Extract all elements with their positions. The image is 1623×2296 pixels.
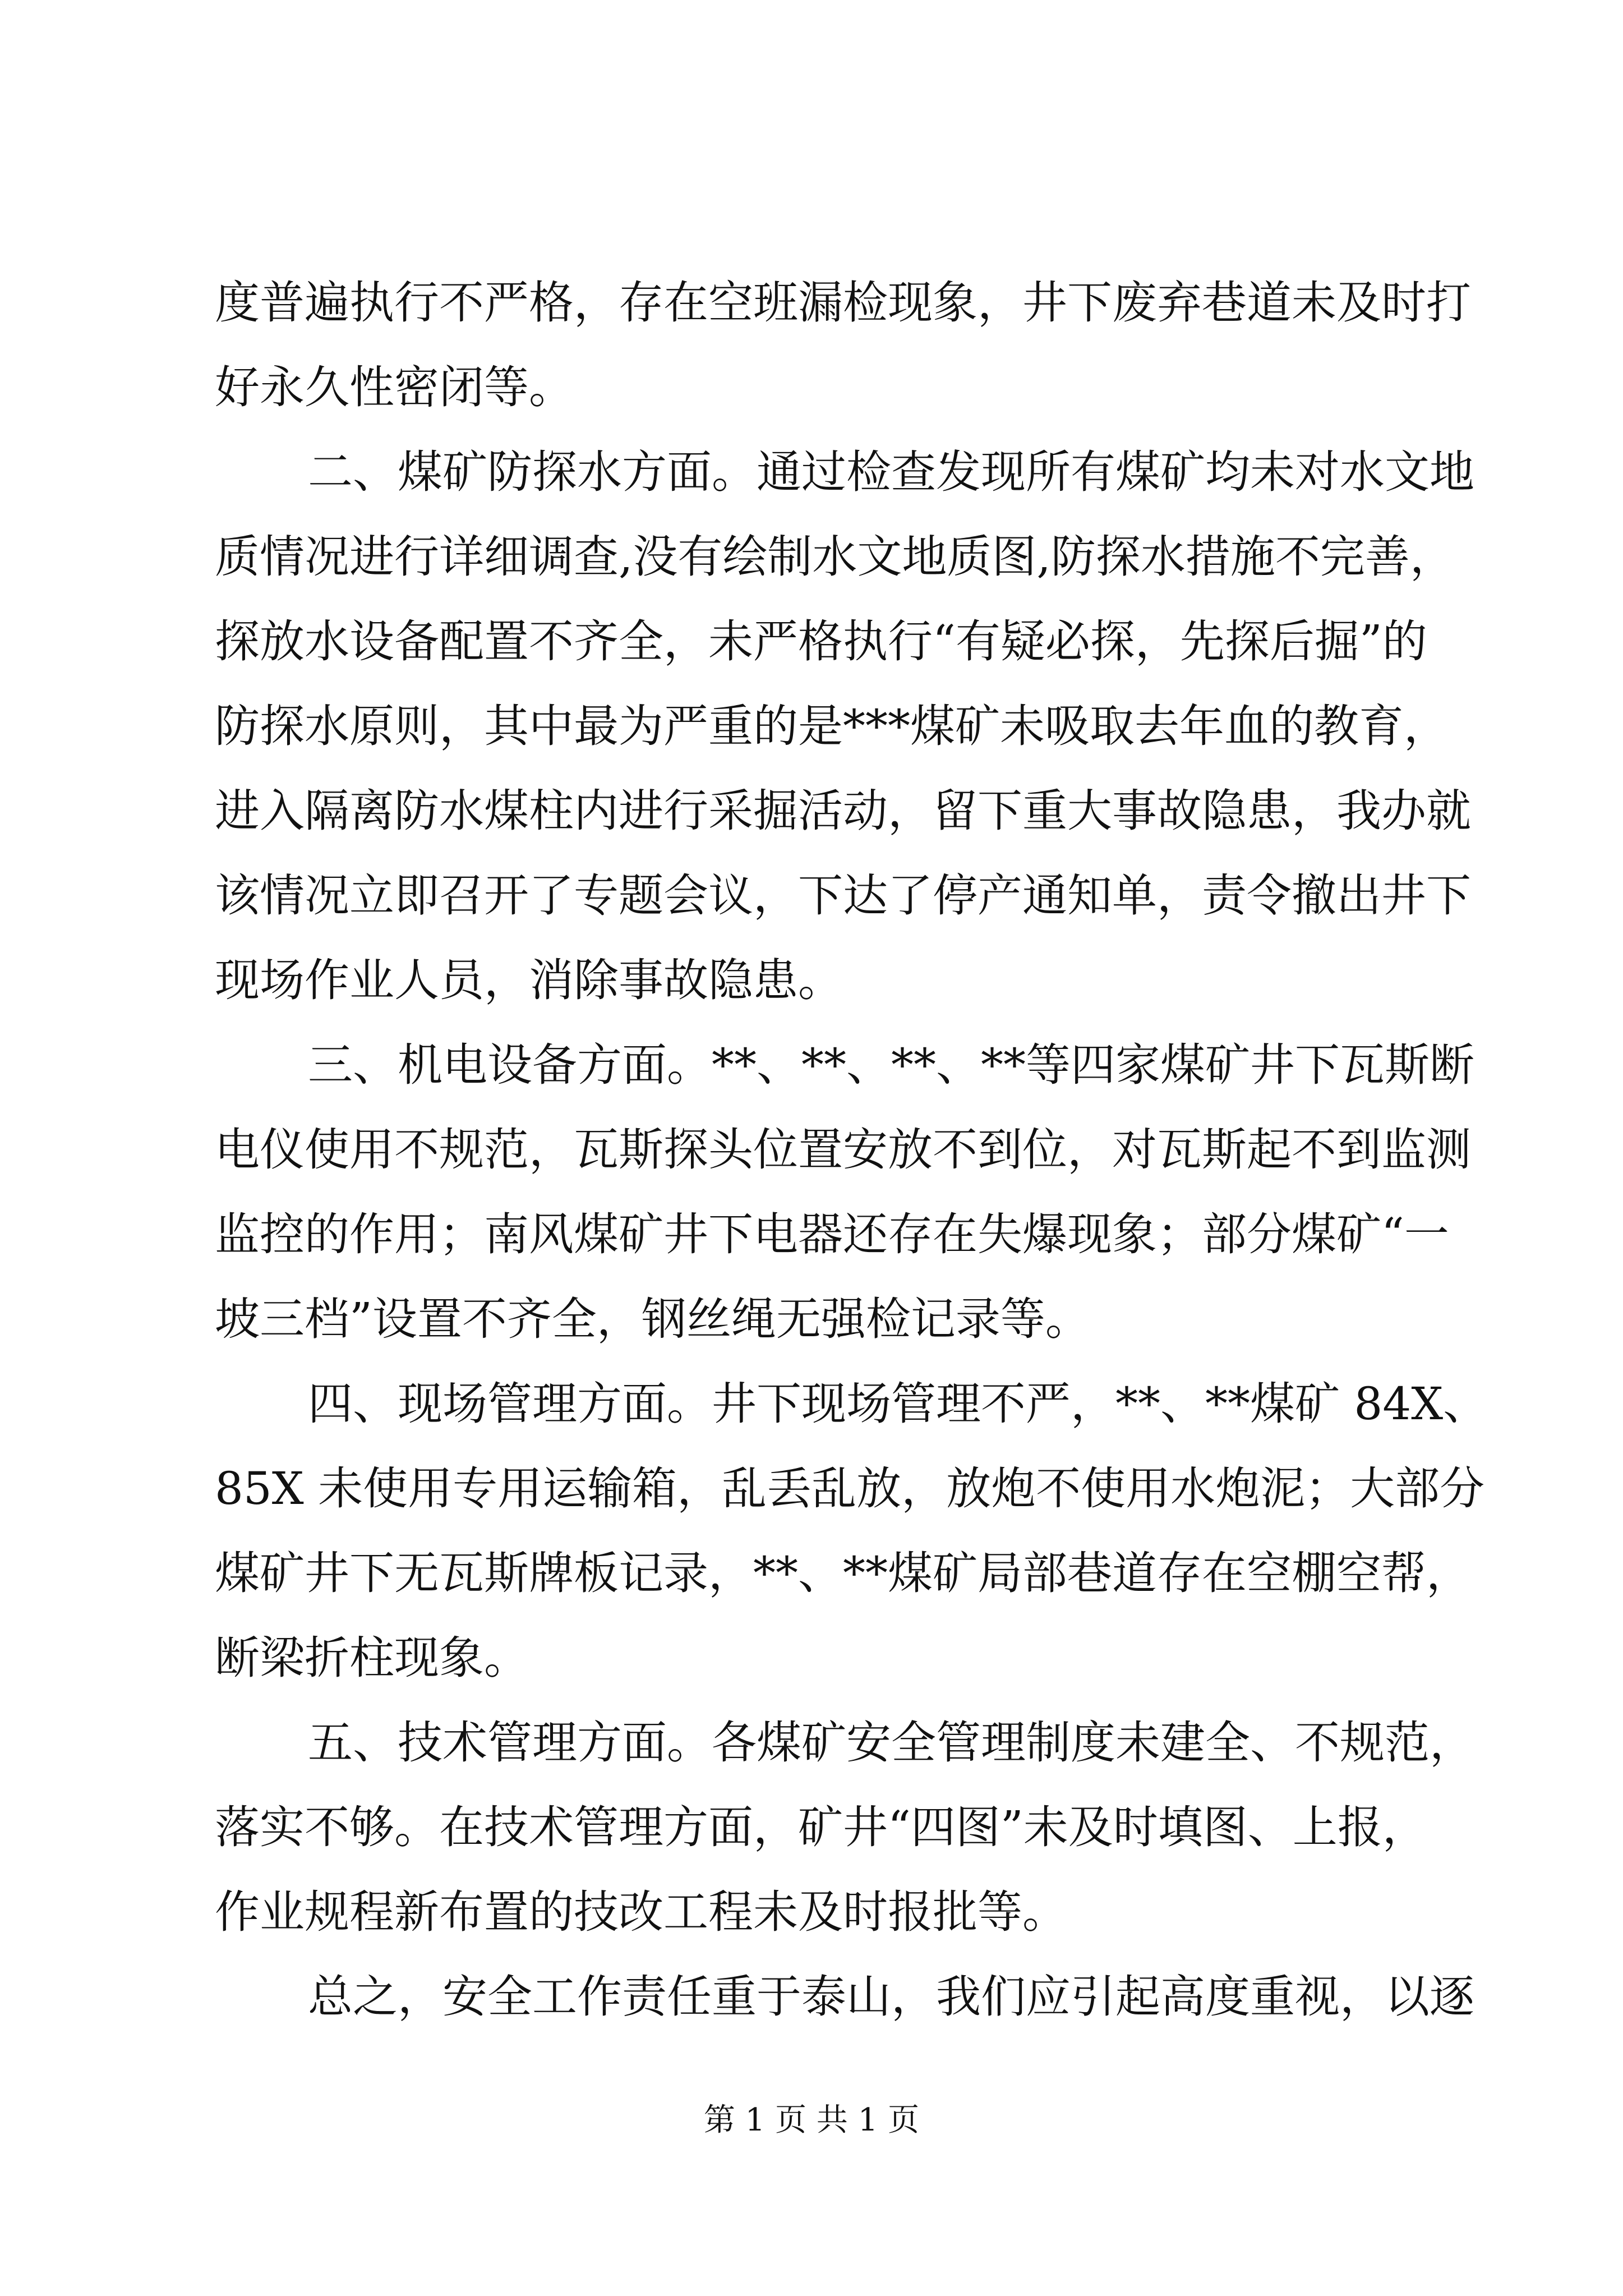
paragraph-start-line: 二、煤矿防探水方面。通过检查发现所有煤矿均未对水文地 xyxy=(308,446,1474,498)
text-line: 电仪使用不规范，瓦斯探头位置安放不到位，对瓦斯起不到监测 xyxy=(215,1124,1471,1176)
text-line: 好永久性密闭等。 xyxy=(215,361,574,413)
text-line: 防探水原则，其中最为严重的是***煤矿未吸取去年血的教育， xyxy=(215,700,1449,752)
text-line: 坡三档”设置不齐全，钢丝绳无强检记录等。 xyxy=(215,1293,1090,1345)
text-line: 监控的作用；南风煤矿井下电器还存在失爆现象；部分煤矿“一 xyxy=(215,1208,1449,1260)
paragraph-start-line: 三、机电设备方面。**、**、**、**等四家煤矿井下瓦斯断 xyxy=(308,1039,1474,1091)
text-line: 落实不够。在技术管理方面，矿井“四图”未及时填图、上报， xyxy=(215,1801,1427,1853)
text-line: 该情况立即召开了专题会议，下达了停产通知单，责令撤出井下 xyxy=(215,869,1471,922)
text-line: 断梁折柱现象。 xyxy=(215,1632,529,1684)
text-line: 煤矿井下无瓦斯牌板记录，**、**煤矿局部巷道存在空棚空帮， xyxy=(215,1547,1471,1599)
text-line: 85X 未使用专用运输箱，乱丢乱放，放炮不使用水炮泥；大部分 xyxy=(215,1462,1485,1515)
text-line: 进入隔离防水煤柱内进行采掘活动，留下重大事故隐患，我办就 xyxy=(215,785,1471,837)
paragraph-start-line: 总之，安全工作责任重于泰山，我们应引起高度重视，以逐 xyxy=(308,1971,1474,2023)
page-number-footer: 第 1 页 共 1 页 xyxy=(703,2102,920,2138)
text-line: 度普遍执行不严格，存在空班漏检现象，井下废弃巷道未及时打 xyxy=(215,277,1471,329)
text-line: 作业规程新布置的技改工程未及时报批等。 xyxy=(215,1886,1067,1938)
text-line: 质情况进行详细调查,没有绘制水文地质图,防探水措施不完善， xyxy=(215,531,1455,583)
paragraph-start-line: 五、技术管理方面。各煤矿安全管理制度未建全、不规范， xyxy=(308,1717,1474,1769)
text-line: 现场作业人员，消除事故隐患。 xyxy=(215,954,843,1006)
text-line: 探放水设备配置不齐全，未严格执行“有疑必探，先探后掘”的 xyxy=(215,615,1427,668)
paragraph-start-line: 四、现场管理方面。井下现场管理不严，**、**煤矿 84X、 xyxy=(308,1378,1488,1430)
